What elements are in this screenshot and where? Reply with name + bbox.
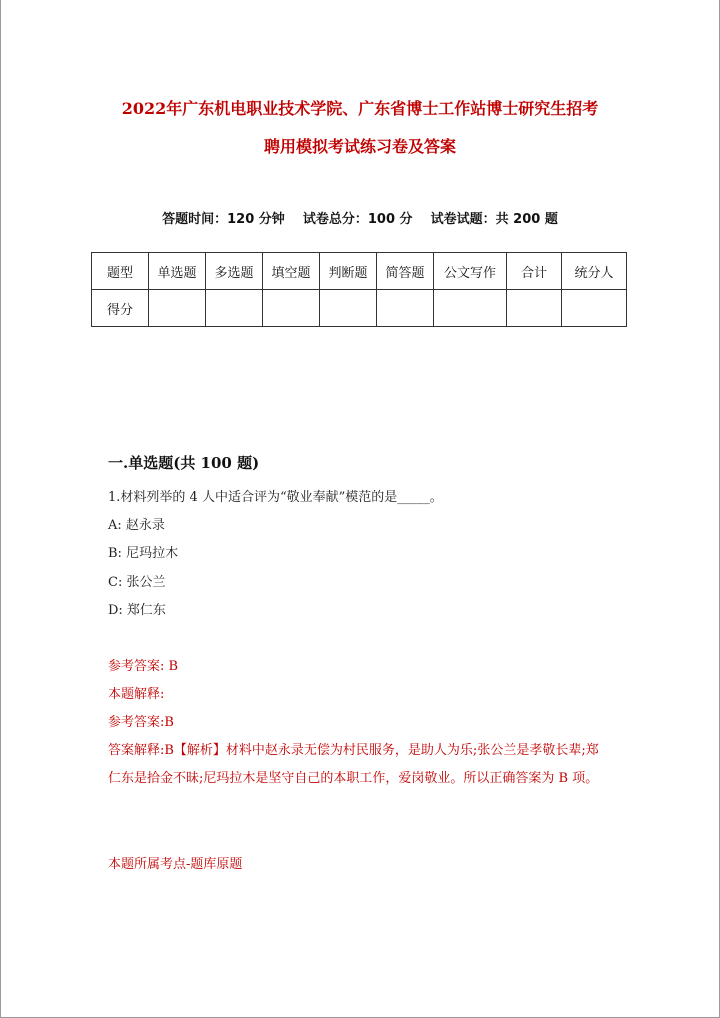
score-cell: [434, 290, 507, 327]
score-cell: [149, 290, 206, 327]
score-cell: [320, 290, 377, 327]
document-title-line-1: 2022年广东机电职业技术学院、广东省博士工作站博士研究生招考: [121, 99, 599, 118]
option-d: D: 郑仁东: [108, 603, 166, 618]
score-cell: [377, 290, 434, 327]
header-cell-fill-blank: 填空题: [263, 253, 320, 290]
header-cell-type: 题型: [92, 253, 149, 290]
header-cell-true-false: 判断题: [320, 253, 377, 290]
question-stem: 1.材料列举的 4 人中适合评为“敬业奉献”模范的是_____。: [108, 490, 443, 505]
header-cell-grader: 统分人: [562, 253, 627, 290]
score-cell: [263, 290, 320, 327]
explanation-label: 本题解释:: [108, 687, 165, 702]
option-a: A: 赵永录: [108, 518, 165, 533]
header-cell-total: 合计: [507, 253, 562, 290]
header-cell-multi-choice: 多选题: [206, 253, 263, 290]
score-table-header-row: [92, 253, 627, 290]
answer-explanation: 答案解释:B【解析】材料中赵永录无偿为村民服务，是助人为乐;张公兰是孝敬长辈;郑仁东是拾金不昧;尼玛拉木是坚守自己的本职工作，爱岗敬业。所以正确答案为 B 项。: [108, 743, 599, 786]
header-cell-official-writing: 公文写作: [434, 253, 507, 290]
page-border-left: [0, 0, 1, 1018]
option-c: C: 张公兰: [108, 575, 166, 590]
reference-answer-2: 参考答案:B: [108, 715, 174, 730]
question-source: 本题所属考点-题库原题: [108, 857, 243, 872]
header-cell-single-choice: 单选题: [149, 253, 206, 290]
score-cell: [562, 290, 627, 327]
score-table: [91, 252, 627, 327]
score-table-row: [92, 290, 627, 327]
exam-meta-info: 答题时间：120 分钟 试卷总分：100 分 试卷试题：共 200 题: [162, 212, 558, 227]
score-row-label: 得分: [92, 290, 149, 327]
score-cell: [507, 290, 562, 327]
header-cell-short-answer: 简答题: [377, 253, 434, 290]
score-cell: [206, 290, 263, 327]
option-b: B: 尼玛拉木: [108, 546, 179, 561]
document-title-line-2: 聘用模拟考试练习卷及答案: [263, 137, 456, 156]
reference-answer: 参考答案: B: [108, 659, 179, 674]
section-heading: 一.单选题(共 100 题): [108, 454, 260, 472]
